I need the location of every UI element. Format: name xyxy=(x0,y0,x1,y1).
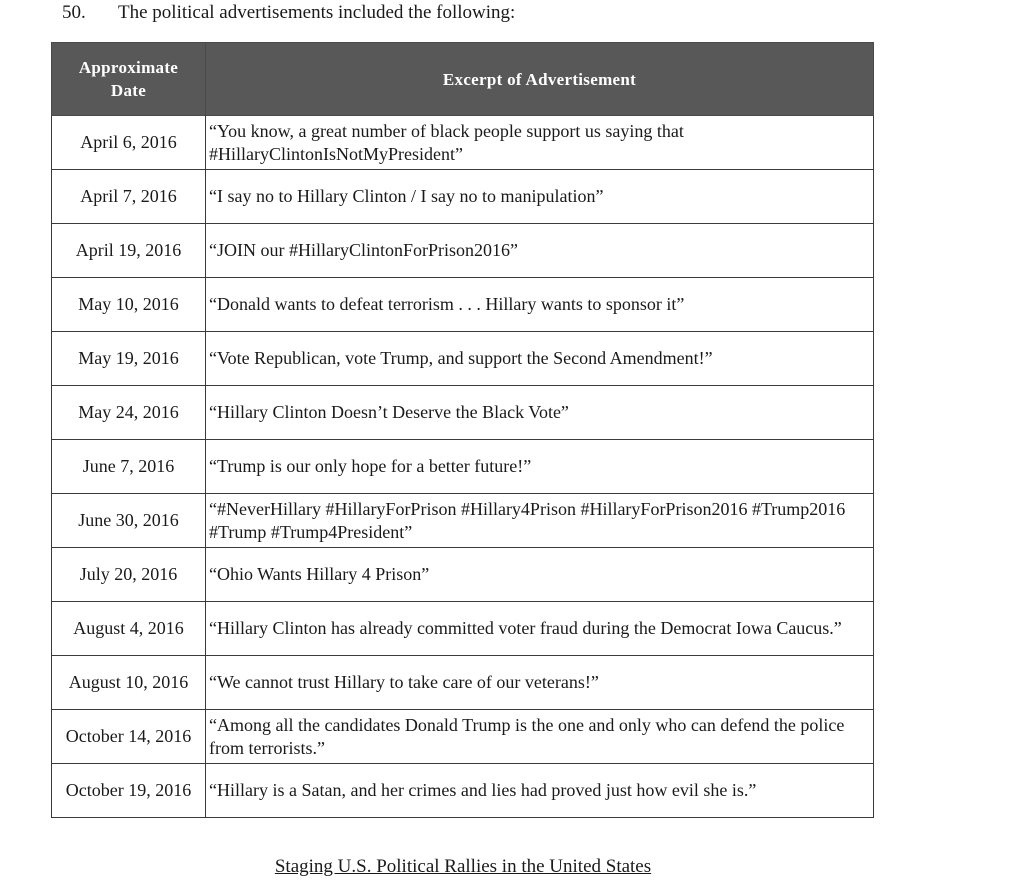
header-excerpt: Excerpt of Advertisement xyxy=(206,43,874,116)
table-row xyxy=(52,170,874,224)
row-date: April 6, 2016 xyxy=(52,116,206,170)
table-body xyxy=(52,116,874,818)
row-date: April 19, 2016 xyxy=(52,224,206,278)
advertisements-table xyxy=(51,42,874,818)
row-date: August 10, 2016 xyxy=(52,656,206,710)
table-row xyxy=(52,548,874,602)
row-excerpt: “Hillary Clinton Doesn’t Deserve the Black Vote” xyxy=(206,386,874,440)
row-excerpt: “Donald wants to defeat terrorism . . . Hillary wants to sponsor it” xyxy=(206,278,874,332)
row-excerpt: “Vote Republican, vote Trump, and support the Second Amendment!” xyxy=(206,332,874,386)
table-row xyxy=(52,494,874,548)
row-date: June 30, 2016 xyxy=(52,494,206,548)
row-excerpt: “We cannot trust Hillary to take care of our veterans!” xyxy=(206,656,874,710)
row-excerpt: “You know, a great number of black people support us saying that #HillaryClintonIsNotMyPresident” xyxy=(206,116,874,170)
table-row xyxy=(52,224,874,278)
row-date: April 7, 2016 xyxy=(52,170,206,224)
row-excerpt: “JOIN our #HillaryClintonForPrison2016” xyxy=(206,224,874,278)
row-date: May 19, 2016 xyxy=(52,332,206,386)
paragraph-text: The political advertisements included the following: xyxy=(118,2,516,23)
row-date: August 4, 2016 xyxy=(52,602,206,656)
row-excerpt: “Hillary Clinton has already committed voter fraud during the Democrat Iowa Caucus.” xyxy=(206,602,874,656)
paragraph-number: 50. xyxy=(62,2,86,23)
row-excerpt: “Hillary is a Satan, and her crimes and lies had proved just how evil she is.” xyxy=(206,764,874,818)
row-excerpt: “Among all the candidates Donald Trump is the one and only who can defend the police from terrorists.” xyxy=(206,710,874,764)
row-excerpt: “Trump is our only hope for a better future!” xyxy=(206,440,874,494)
table-row xyxy=(52,440,874,494)
table-row xyxy=(52,710,874,764)
table-row xyxy=(52,116,874,170)
header-approximate-date xyxy=(52,43,206,116)
paragraph-intro xyxy=(62,2,515,24)
table-row xyxy=(52,332,874,386)
table-row xyxy=(52,386,874,440)
table-row xyxy=(52,764,874,818)
row-excerpt: “Ohio Wants Hillary 4 Prison” xyxy=(206,548,874,602)
section-heading: Staging U.S. Political Rallies in the United States xyxy=(274,856,652,877)
row-date: October 14, 2016 xyxy=(52,710,206,764)
row-excerpt: “I say no to Hillary Clinton / I say no to manipulation” xyxy=(206,170,874,224)
table-header-row xyxy=(52,43,874,116)
header-date-line2: Date xyxy=(110,81,147,100)
row-date: May 10, 2016 xyxy=(52,278,206,332)
row-date: June 7, 2016 xyxy=(52,440,206,494)
table-row xyxy=(52,278,874,332)
row-excerpt: “#NeverHillary #HillaryForPrison #Hillary4Prison #HillaryForPrison2016 #Trump2016 #Trump #Trump4President” xyxy=(206,494,874,548)
row-date: May 24, 2016 xyxy=(52,386,206,440)
table-row xyxy=(52,602,874,656)
table-row xyxy=(52,656,874,710)
header-date-line1: Approximate xyxy=(78,58,179,77)
row-date: July 20, 2016 xyxy=(52,548,206,602)
table-header xyxy=(52,43,874,116)
row-date: October 19, 2016 xyxy=(52,764,206,818)
